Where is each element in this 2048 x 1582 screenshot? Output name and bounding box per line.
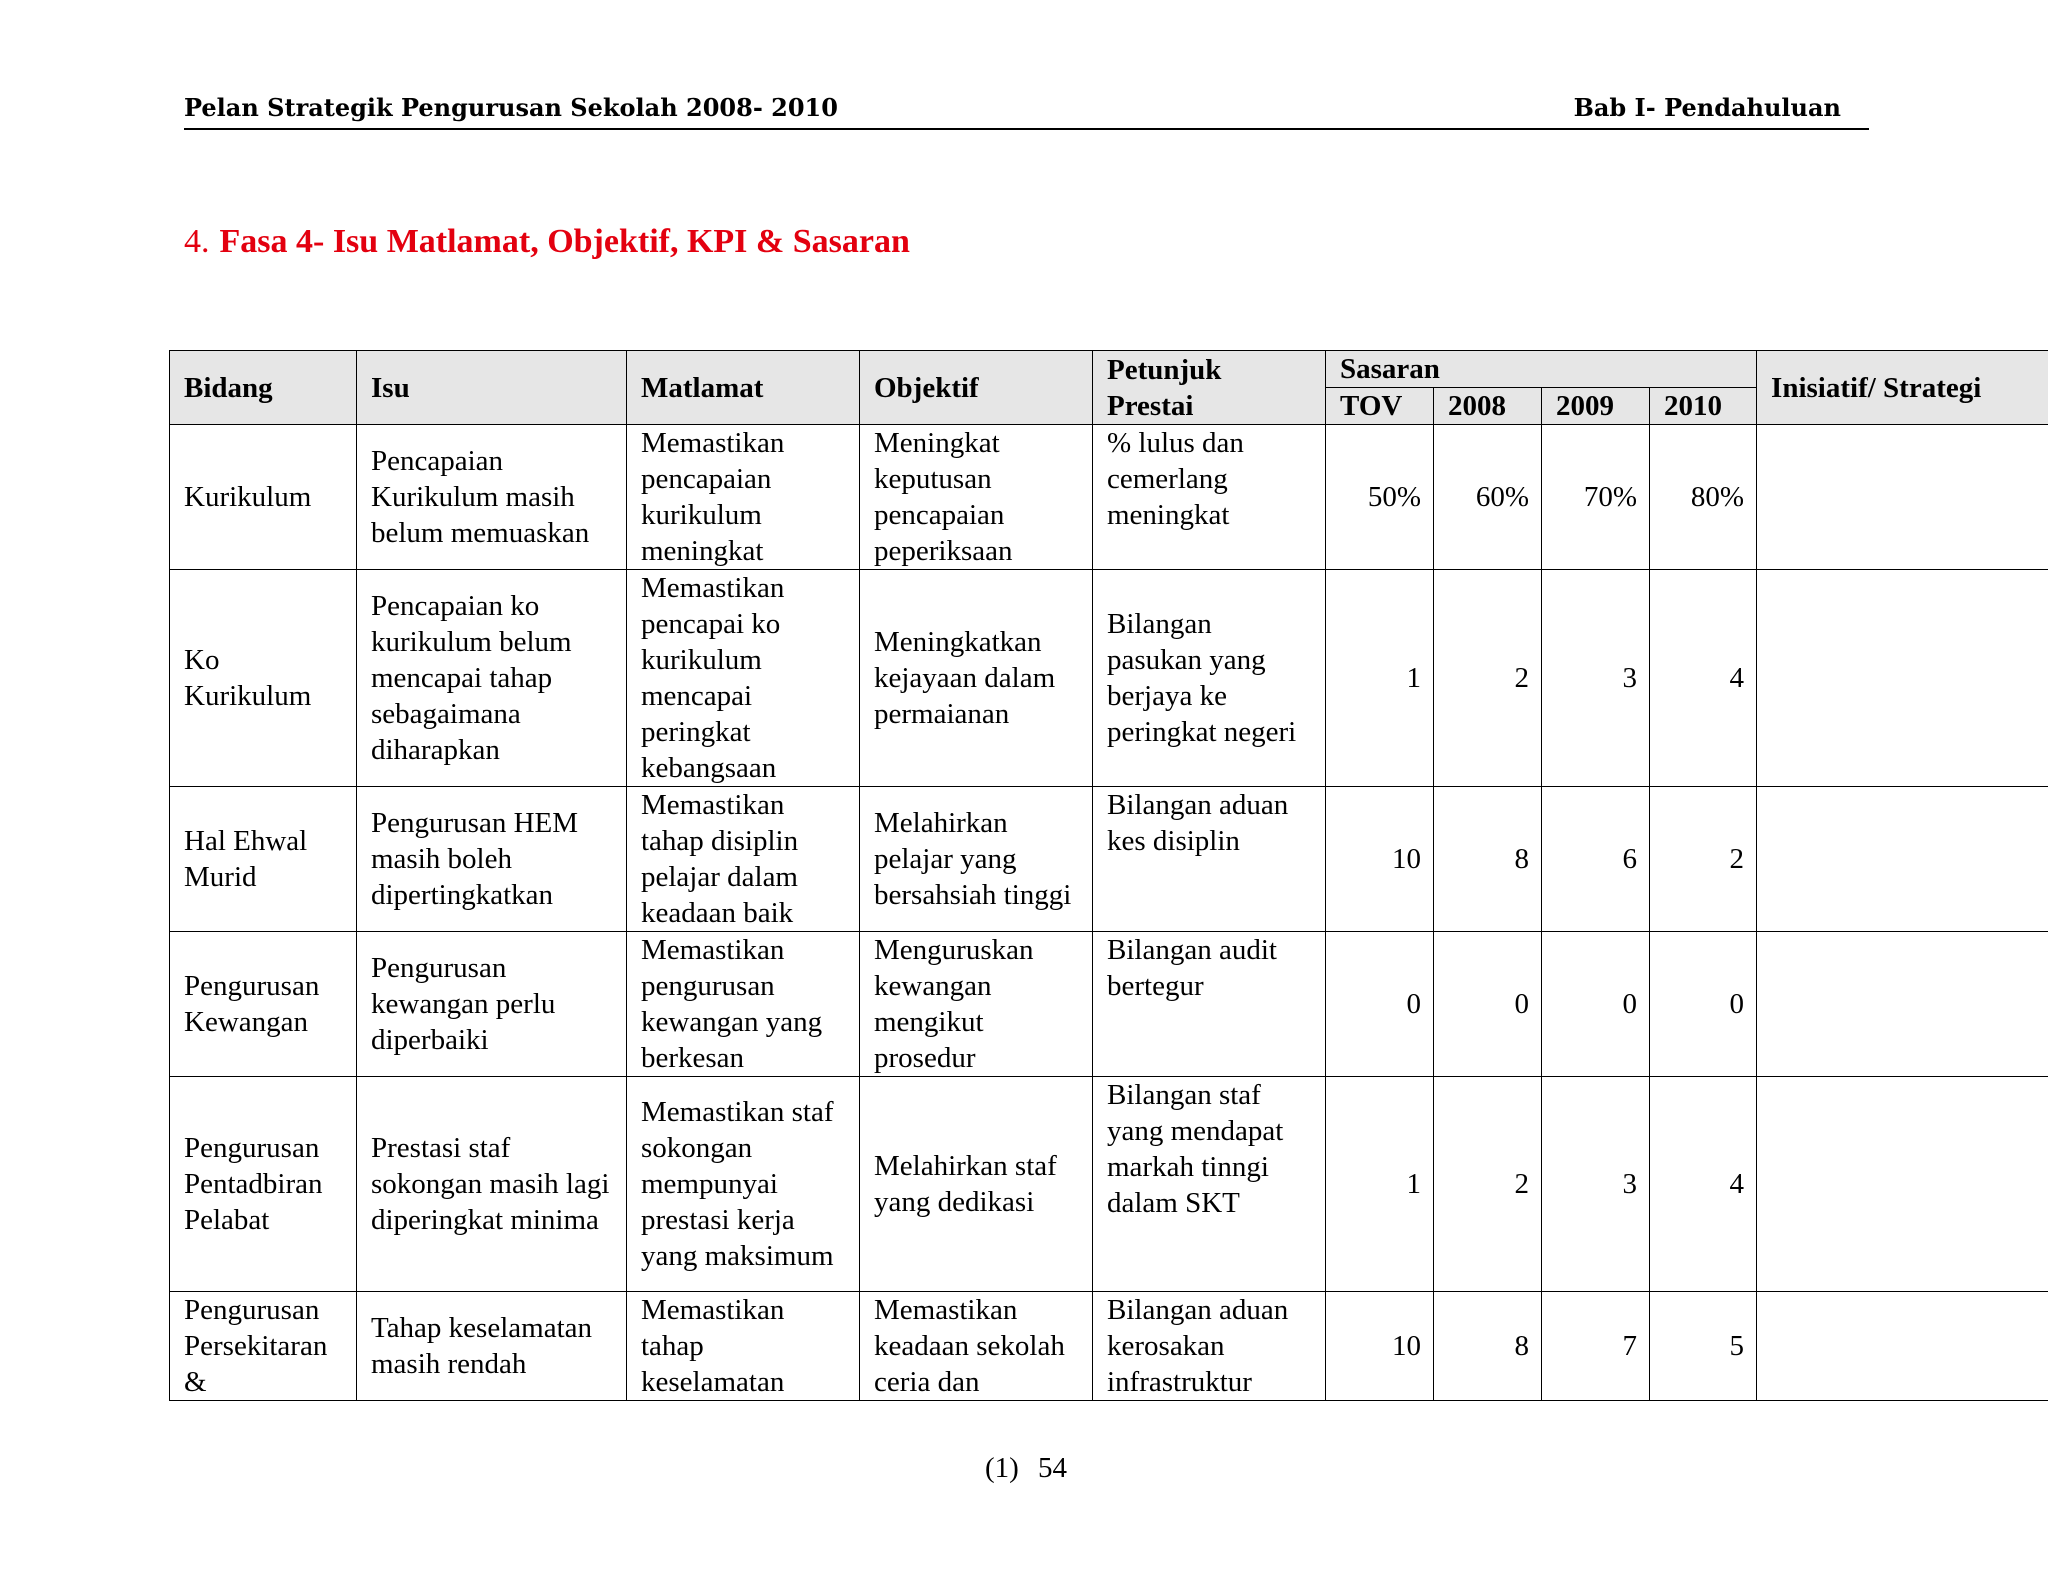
chapter-title: Bab I- Pendahuluan	[1573, 93, 1841, 122]
cell-petunjuk: Bilangan aduan kerosakan infrastruktur	[1093, 1292, 1326, 1401]
cell-tov: 0	[1326, 932, 1434, 1077]
cell-isu: Prestasi staf sokongan masih lagi diperingkat minima	[357, 1077, 627, 1292]
cell-petunjuk: Bilangan staf yang mendapat markah tinngi dalam SKT	[1093, 1077, 1326, 1292]
cell-objektif: Menguruskan kewangan mengikut prosedur	[860, 932, 1093, 1077]
footer-marker: (1)	[984, 1452, 1019, 1484]
section-heading	[184, 223, 910, 261]
header-petunjuk: Petunjuk Prestai	[1093, 351, 1326, 425]
cell-bidang: Hal Ehwal Murid	[170, 787, 357, 932]
cell-petunjuk: % lulus dan cemerlang meningkat	[1093, 425, 1326, 570]
cell-2010: 80%	[1650, 425, 1757, 570]
table-row	[170, 1292, 2048, 1401]
header-tov: TOV	[1326, 388, 1434, 425]
cell-2009: 70%	[1542, 425, 1650, 570]
header-inisiatif: Inisiatif/ Strategi	[1757, 351, 2048, 425]
cell-inisiatif	[1757, 570, 2048, 787]
cell-2009: 3	[1542, 570, 1650, 787]
cell-objektif: Memastikan keadaan sekolah ceria dan	[860, 1292, 1093, 1401]
cell-bidang: Pengurusan Persekitaran &	[170, 1292, 357, 1401]
cell-inisiatif	[1757, 932, 2048, 1077]
cell-bidang: Pengurusan Pentadbiran Pelabat	[170, 1077, 357, 1292]
cell-isu: Pengurusan kewangan perlu diperbaiki	[357, 932, 627, 1077]
cell-isu: Pencapaian Kurikulum masih belum memuaskan	[357, 425, 627, 570]
cell-bidang: Kurikulum	[170, 425, 357, 570]
cell-2009: 6	[1542, 787, 1650, 932]
page-number: 54	[1038, 1452, 1068, 1484]
page-header	[184, 92, 1869, 130]
cell-2009: 3	[1542, 1077, 1650, 1292]
cell-2010: 2	[1650, 787, 1757, 932]
table-row	[170, 1077, 2048, 1292]
cell-2010: 5	[1650, 1292, 1757, 1401]
cell-petunjuk: Bilangan audit bertegur	[1093, 932, 1326, 1077]
header-2009: 2009	[1542, 388, 1650, 425]
cell-2008: 2	[1434, 570, 1542, 787]
table-row	[170, 787, 2048, 932]
cell-matlamat: Memastikan tahap keselamatan	[627, 1292, 860, 1401]
table-row	[170, 570, 2048, 787]
cell-2008: 60%	[1434, 425, 1542, 570]
cell-2010: 4	[1650, 1077, 1757, 1292]
cell-2010: 0	[1650, 932, 1757, 1077]
cell-2008: 8	[1434, 787, 1542, 932]
cell-2010: 4	[1650, 570, 1757, 787]
section-title: Fasa 4- Isu Matlamat, Objektif, KPI & Sasaran	[219, 223, 910, 260]
table-row	[170, 932, 2048, 1077]
cell-objektif: Melahirkan pelajar yang bersahsiah tinggi	[860, 787, 1093, 932]
cell-tov: 50%	[1326, 425, 1434, 570]
cell-tov: 1	[1326, 570, 1434, 787]
header-isu: Isu	[357, 351, 627, 425]
cell-2009: 0	[1542, 932, 1650, 1077]
cell-bidang: Pengurusan Kewangan	[170, 932, 357, 1077]
cell-inisiatif	[1757, 425, 2048, 570]
document-title: Pelan Strategik Pengurusan Sekolah 2008- 2010	[184, 93, 838, 122]
header-bidang: Bidang	[170, 351, 357, 425]
section-number: 4.	[184, 223, 210, 260]
cell-inisiatif	[1757, 1077, 2048, 1292]
cell-bidang: Ko Kurikulum	[170, 570, 357, 787]
cell-2008: 2	[1434, 1077, 1542, 1292]
cell-isu: Pengurusan HEM masih boleh dipertingkatkan	[357, 787, 627, 932]
header-objektif: Objektif	[860, 351, 1093, 425]
cell-objektif: Meningkat keputusan pencapaian peperiksaan	[860, 425, 1093, 570]
page-footer	[0, 1452, 2048, 1485]
cell-2008: 8	[1434, 1292, 1542, 1401]
cell-tov: 1	[1326, 1077, 1434, 1292]
cell-2008: 0	[1434, 932, 1542, 1077]
cell-2009: 7	[1542, 1292, 1650, 1401]
cell-matlamat: Memastikan staf sokongan mempunyai prestasi kerja yang maksimum	[627, 1077, 860, 1292]
header-2010: 2010	[1650, 388, 1757, 425]
cell-matlamat: Memastikan pencapai ko kurikulum mencapai peringkat kebangsaan	[627, 570, 860, 787]
cell-objektif: Meningkatkan kejayaan dalam permaianan	[860, 570, 1093, 787]
cell-isu: Pencapaian ko kurikulum belum mencapai tahap sebagaimana diharapkan	[357, 570, 627, 787]
cell-tov: 10	[1326, 1292, 1434, 1401]
table-row	[170, 425, 2048, 570]
cell-petunjuk: Bilangan aduan kes disiplin	[1093, 787, 1326, 932]
cell-petunjuk: Bilangan pasukan yang berjaya ke peringkat negeri	[1093, 570, 1326, 787]
header-2008: 2008	[1434, 388, 1542, 425]
header-matlamat: Matlamat	[627, 351, 860, 425]
strategy-table	[169, 350, 2048, 1401]
cell-inisiatif	[1757, 1292, 2048, 1401]
cell-matlamat: Memastikan pengurusan kewangan yang berkesan	[627, 932, 860, 1077]
cell-matlamat: Memastikan tahap disiplin pelajar dalam keadaan baik	[627, 787, 860, 932]
header-sasaran: Sasaran	[1326, 351, 1757, 388]
cell-objektif: Melahirkan staf yang dedikasi	[860, 1077, 1093, 1292]
cell-matlamat: Memastikan pencapaian kurikulum meningkat	[627, 425, 860, 570]
cell-tov: 10	[1326, 787, 1434, 932]
cell-inisiatif	[1757, 787, 2048, 932]
cell-isu: Tahap keselamatan masih rendah	[357, 1292, 627, 1401]
